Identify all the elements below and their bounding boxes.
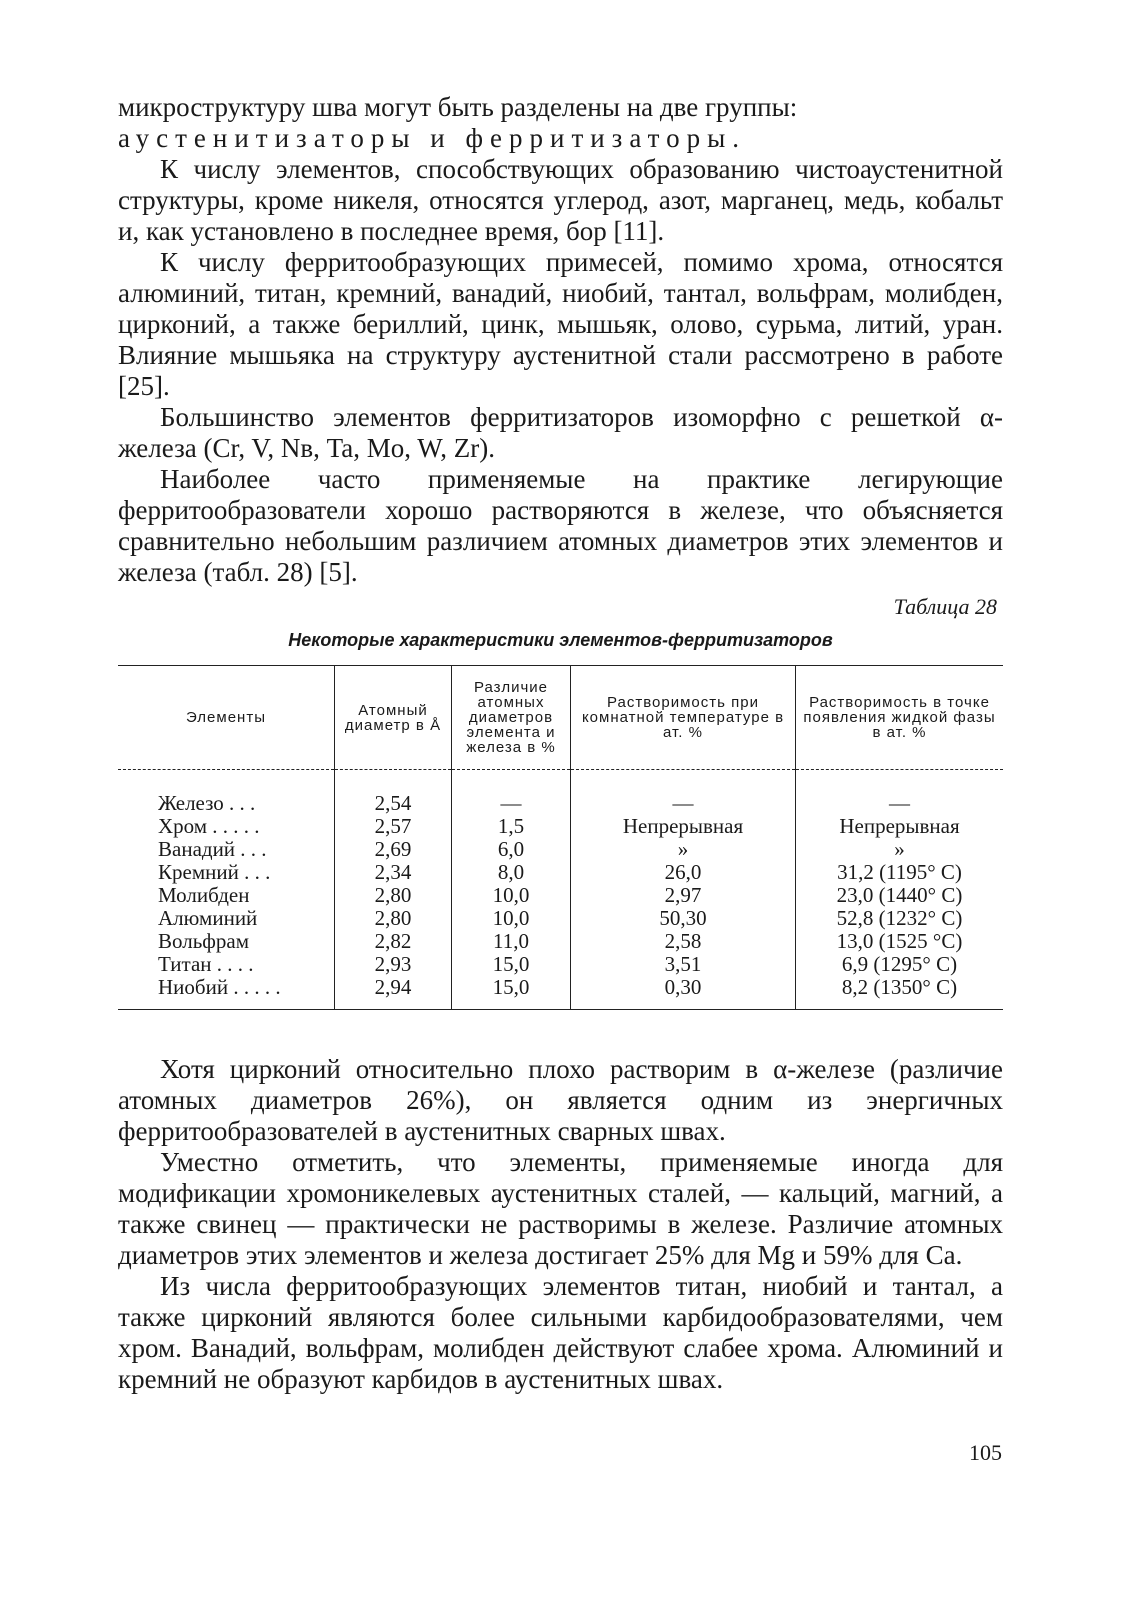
table-cell: 2,93 [335, 953, 452, 976]
table-cell: 50,30 [571, 907, 796, 930]
table-cell: Алюминий [158, 906, 258, 930]
page-content [118, 92, 1003, 1395]
table-cell: 6,9 (1295° С) [796, 953, 1004, 976]
table-cell: 2,97 [571, 884, 796, 907]
paragraph: Хотя цирконий относительно плохо растворим в α-железе (различие атомных диаметров 26%), он является одним из энергичных ферритообразователей в аустенитных сварных швах. [118, 1054, 1003, 1146]
column-header: Атомный диаметр в Å [335, 666, 452, 770]
table-row [118, 884, 1003, 907]
column-header: Растворимость в точке появления жидкой фазы в ат. % [796, 666, 1004, 770]
table-cell: Вольфрам [158, 929, 250, 953]
table-cell: Хром . . . . . [158, 814, 260, 838]
page-number: 105 [969, 1440, 1002, 1465]
paragraph: Большинство элементов ферритизаторов изоморфно с решеткой α-железа (Cr, V, Nв, Ta, Mo, W, Zr). [118, 402, 1003, 463]
table-cell: 2,94 [335, 976, 452, 1010]
table-caption: Таблица 28 [893, 594, 997, 619]
paragraph: микроструктуру шва могут быть разделены на две группы: [118, 92, 798, 122]
table-row [118, 815, 1003, 838]
table-cell: 52,8 (1232° С) [796, 907, 1004, 930]
table-cell: Титан . . . . [158, 952, 254, 976]
column-header: Элементы [118, 666, 335, 770]
table-row [118, 907, 1003, 930]
table-cell: 2,57 [335, 815, 452, 838]
table-cell: Кремний . . . [158, 860, 271, 884]
table-cell: — [452, 770, 571, 816]
table-cell: Ниобий . . . . . [118, 976, 335, 1010]
paragraph: Уместно отметить, что элементы, применяемые иногда для модификации хромоникелевых аустенитных сталей, — кальций, магний, а также свинец — практически не растворимы в железе. Различие атомных диаметров этих элементов и железа достигает 25% для Mg и 59% для Ca. [118, 1147, 1003, 1270]
table-cell: 2,82 [335, 930, 452, 953]
table-row [118, 770, 1003, 816]
table-cell: 26,0 [571, 861, 796, 884]
table-cell: Железо . . . [158, 791, 256, 815]
table-cell: 23,0 (1440° С) [796, 884, 1004, 907]
paragraph-spaced: аустенитизаторы и ферритизаторы. [118, 123, 746, 153]
table-cell: 15,0 [452, 976, 571, 1010]
table-cell: 2,69 [335, 838, 452, 861]
table-cell: — [796, 770, 1004, 816]
table-cell: 6,0 [452, 838, 571, 861]
table-cell: Ванадий . . . [158, 837, 267, 861]
table-row [118, 976, 1003, 1010]
table-cell: 2,54 [335, 770, 452, 816]
table-cell: 3,51 [571, 953, 796, 976]
table-cell: 2,80 [335, 907, 452, 930]
data-table [118, 665, 1003, 1010]
table-cell: Молибден [158, 883, 250, 907]
column-header: Различие атомных диаметров элемента и железа в % [452, 666, 571, 770]
paragraph: К числу элементов, способствующих образованию чистоаустенитной структуры, кроме никеля, относятся углерод, азот, марганец, медь, кобальт и, как установлено в последнее время, бор [11]. [118, 154, 1003, 246]
paragraph: К числу ферритообразующих примесей, помимо хрома, относятся алюминий, титан, кремний, ванадий, ниобий, тантал, вольфрам, молибден, цирконий, а также бериллий, цинк, мышьяк, олово, сурьма, литий, уран. Влияние мышьяка на структуру аустенитной стали рассмотрено в работе [25]. [118, 247, 1003, 401]
paragraph: Наиболее часто применяемые на практике легирующие ферритообразователи хорошо растворяются в железе, что объясняется сравнительно небольшим различием атомных диаметров этих элементов и железа (табл. 28) [5]. [118, 464, 1003, 587]
table-cell: — [571, 770, 796, 816]
table-cell: 1,5 [452, 815, 571, 838]
table-cell: 8,0 [452, 861, 571, 884]
table-row [118, 930, 1003, 953]
table-row [118, 861, 1003, 884]
table-cell: 11,0 [452, 930, 571, 953]
table-header-row [118, 666, 1003, 770]
table-cell: 13,0 (1525 °С) [796, 930, 1004, 953]
table-row [118, 838, 1003, 861]
table-cell: 31,2 (1195° С) [796, 861, 1004, 884]
table-cell: 10,0 [452, 884, 571, 907]
table-cell: » [796, 838, 1004, 861]
table-cell: Непрерывная [571, 815, 796, 838]
table-cell: 8,2 (1350° С) [796, 976, 1004, 1010]
table-row [118, 953, 1003, 976]
column-header: Растворимость при комнатной температуре в ат. % [571, 666, 796, 770]
table-cell: 10,0 [452, 907, 571, 930]
table-cell: Непрерывная [796, 815, 1004, 838]
table-title: Некоторые характеристики элементов-ферритизаторов [288, 630, 833, 650]
table-cell: 2,80 [335, 884, 452, 907]
table-body [118, 770, 1003, 1010]
table-cell: 2,58 [571, 930, 796, 953]
table-cell: » [571, 838, 796, 861]
paragraph: Из числа ферритообразующих элементов титан, ниобий и тантал, а также цирконий являются более сильными карбидообразователями, чем хром. Ванадий, вольфрам, молибден действуют слабее хрома. Алюминий и кремний не образуют карбидов в аустенитных швах. [118, 1271, 1003, 1394]
table-cell: 15,0 [452, 953, 571, 976]
table-cell: 0,30 [571, 976, 796, 1010]
table-cell: 2,34 [335, 861, 452, 884]
